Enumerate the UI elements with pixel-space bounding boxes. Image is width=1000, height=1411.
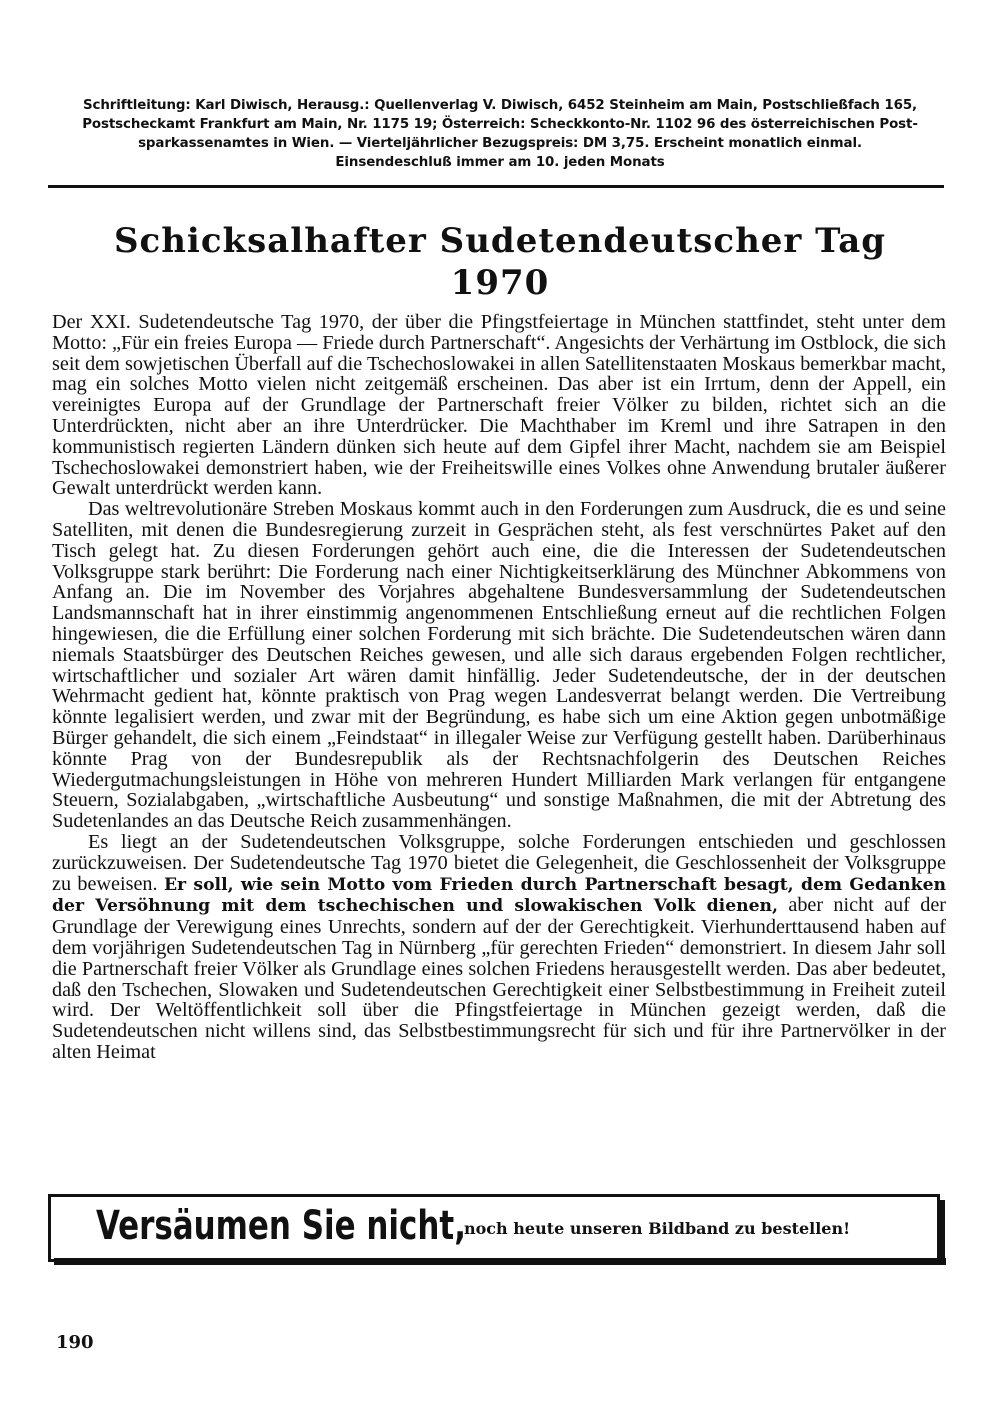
advert-headline: Versäumen Sie nicht, <box>96 1203 466 1249</box>
advert-text: noch heute unseren Bildband zu bestellen! <box>464 1219 851 1238</box>
header-divider <box>48 185 944 188</box>
masthead-line: sparkassenamtes in Wien. — Vierteljährlicher Bezugspreis: DM 3,75. Erscheint monatlich einmal. <box>138 136 862 151</box>
article-title <box>40 220 960 304</box>
article-title-line: Schicksalhafter Sudetendeutscher Tag <box>113 221 887 261</box>
emphasized-text: Er soll, wie sein Motto vom Frieden durch Partnerschaft besagt, dem Gedanken der Versöhnung mit dem tschechischen und slowakischen Volk dienen, <box>52 874 947 917</box>
masthead-line: Schriftleitung: Karl Diwisch, Herausg.: Quellenverlag V. Diwisch, 6452 Steinheim am Main, Postschließfach 165, <box>82 98 918 113</box>
paragraph-text: aber nicht auf der Grundlage der Verewigung eines Unrechts, sondern auf der der Gerechtigkeit. Vierhunderttausend haben auf dem vorjährigen Sudetendeutschen Tag in Nürnberg „für gerechten Frieden“ demonstriert. In diesem Jahr soll die Partnerschaft freier Völker als Grundlage eines solchen Friedens herausgestellt werden. Das aber bedeutet, daß den Tschechen, Slowaken und Sudetendeutschen Gerechtigkeit einer Selbstbestimmung in Freiheit zuteil wird. Der Weltöffentlichkeit soll über die Pfingstfeiertage in München gezeigt werden, daß die Sudetendeutschen nicht willens sind, das Selbstbestimmungsrecht für sich und für ihre Partnervölker in der alten Heimat <box>52 894 947 1063</box>
paragraph: Das weltrevolutionäre Streben Moskaus kommt auch in den Forderungen zum Ausdruck, die es und seine Satelliten, mit denen die Bundesregierung zurzeit in Gesprächen steht, als fest verschnürtes Paket auf den Tisch gelegt hat. Zu diesen Forderungen gehört auch eine, die die Interessen der Sudetendeutschen Volksgruppe stark berührt: Die Forderung nach einer Nichtigkeitserklärung des Münchner Abkommens von Anfang an. Die im November des Vorjahres abgehaltene Bundesversammlung der Sudetendeutschen Landsmannschaft hat in ihrer einstimmig angenommenen Entschließung erneut auf die rechtlichen Folgen hingewiesen, die die Erfüllung einer solchen Forderung mit sich brächte. Die Sudetendeutschen wären dann niemals Staatsbürger des Deutschen Reiches gewesen, und alle sich daraus ergebenden Folgen rechtlicher, wirtschaftlicher und sozialer Art wären damit hinfällig. Jeder Sudetendeutsche, der in der deutschen Wehrmacht gedient hat, könnte praktisch von Prag wegen Landesverrat belangt werden. Die Vertreibung könnte legalisiert werden, und zwar mit der Begründung, es habe sich um eine Aktion gegen unbotmäßige Bürger gehandelt, die sich einem „Feindstaat“ in illegaler Weise zur Verfügung gestellt haben. Darüberhinaus könnte Prag von der Bundesrepublik als der Rechtsnachfolgerin des Deutschen Reiches Wiedergutmachungsleistungen in Höhe von mehreren Hundert Milliarden Mark verlangen für entgangene Steuern, Sozialabgaben, „wirtschaftliche Ausbeutung“ und sonstige Maßnahmen, die mit der Abtretung des Sudetenlandes an das Deutsche Reich zusammenhängen. <box>52 498 946 833</box>
article-title-year: 1970 <box>450 263 550 303</box>
paragraph-text: Es liegt an der Sudetendeutschen Volksgruppe, solche Forderungen entschieden und geschlossen zurückzuweisen. Der Sudetendeutsche Tag 1970 bietet die Gelegenheit, die Geschlossenheit der Volksgruppe zu beweisen. <box>52 830 946 895</box>
paragraph: Der XXI. Sudetendeutsche Tag 1970, der über die Pfingstfeiertage in München stattfindet, steht unter dem Motto: „Für ein freies Europa — Friede durch Partnerschaft“. Angesichts der Verhärtung im Ostblock, die sich seit dem sowjetischen Überfall auf die Tschechoslowakei in allen Satellitenstaaten Moskaus bemerkbar macht, mag ein solches Motto vielen nicht zeitgemäß erscheinen. Das aber ist ein Irrtum, denn der Appell, ein vereinigtes Europa auf der Grundlage der Partnerschaft freier Völker zu bilden, richtet sich an die Unterdrückten, nicht aber an ihre Unterdrücker. Die Machthaber im Kreml und ihre Satrapen in den kommunistisch regierten Ländern dünken sich heute auf dem Gipfel ihrer Macht, nachdem sie am Beispiel Tschechoslowakei demonstriert haben, wie der Freiheitswille eines Volkes ohne Anwendung brutaler äußerer Gewalt unterdrückt werden kann. <box>52 311 946 500</box>
article-body <box>52 312 946 1063</box>
masthead <box>48 96 952 172</box>
page-number: 190 <box>56 1332 94 1353</box>
masthead-line: Postscheckamt Frankfurt am Main, Nr. 1175 19; Österreich: Scheckkonto-Nr. 1102 96 des österreichischen Post- <box>82 117 918 132</box>
masthead-line: Einsendeschluß immer am 10. jeden Monats <box>335 155 665 170</box>
paragraph <box>52 832 946 1063</box>
